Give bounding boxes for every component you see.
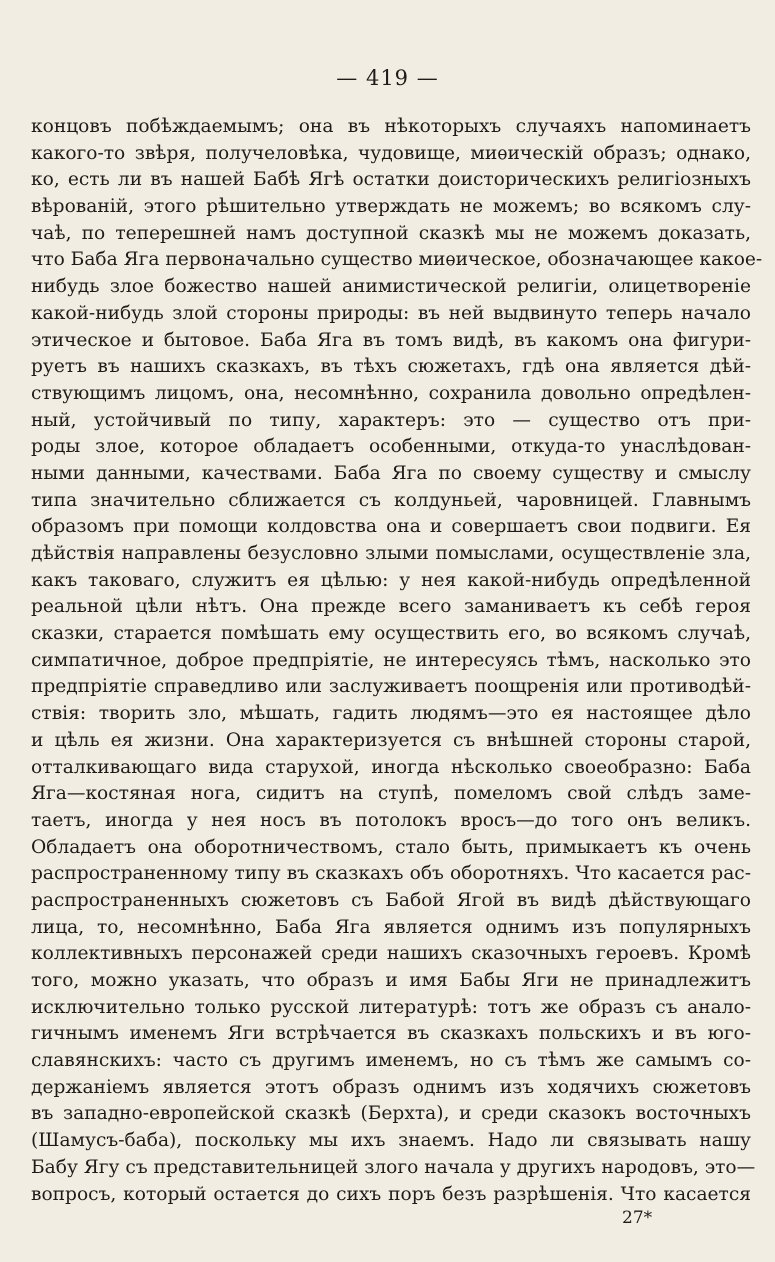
text-line: Бабу Ягу съ представительницей злого начала у другихъ народовъ, это— bbox=[31, 1156, 756, 1178]
text-line: предпріятіе справедливо или заслуживаетъ поощренія или противодѣй- bbox=[31, 676, 751, 698]
text-line: въ западно-европейской сказкѣ (Берхта), и среди сказокъ восточныхъ bbox=[31, 1103, 751, 1125]
text-line: (Шамусъ-баба), поскольку мы ихъ знаемъ. Надо ли связывать нашу bbox=[31, 1130, 751, 1152]
text-line: славянскихъ: часто съ другимъ именемъ, но съ тѣмъ же самымъ со- bbox=[31, 1050, 751, 1072]
text-line: дѣйствія направлены безусловно злыми помыслами, осуществленіе зла, bbox=[31, 543, 751, 564]
text-line: сказки, старается помѣшать ему осуществить его, во всякомъ случаѣ, bbox=[31, 623, 751, 645]
text-line: вопросъ, который остается до сихъ поръ безъ разрѣшенія. Что касается bbox=[31, 1183, 751, 1205]
text-line: ствующимъ лицомъ, она, несомнѣнно, сохранила довольно опредѣлен- bbox=[31, 382, 751, 404]
text-line: отталкивающаго вида старухой, иногда нѣсколько своеобразно: Баба bbox=[31, 756, 751, 778]
text-line: реальной цѣли нѣтъ. Она прежде всего заманиваетъ къ себѣ героя bbox=[31, 596, 751, 618]
text-line: вѣрованій, этого рѣшительно утверждать не можемъ; во всякомъ слу- bbox=[31, 196, 751, 218]
text-line: и цѣль ея жизни. Она характеризуется съ внѣшней стороны старой, bbox=[31, 729, 751, 751]
text-line: ствія: творить зло, мѣшать, гадить людямъ—это ея настоящее дѣло bbox=[31, 703, 751, 725]
text-line: держаніемъ является этотъ образъ однимъ изъ ходячихъ сюжетовъ bbox=[31, 1076, 751, 1098]
text-line: распространенныхъ сюжетовъ съ Бабой Ягой въ видѣ дѣйствующаго bbox=[31, 889, 751, 911]
text-line: чаѣ, по теперешней намъ доступной сказкѣ мы не можемъ доказать, bbox=[31, 222, 751, 244]
text-line: роды злое, которое обладаетъ особенными, откуда-то унаслѣдован- bbox=[31, 436, 751, 458]
text-line: какъ таковаго, служитъ ея цѣлью: у нея какой-нибудь опредѣленной bbox=[31, 569, 751, 591]
text-line: нибудь злое божество нашей анимистической религіи, олицетвореніе bbox=[31, 276, 751, 298]
page-number: — 419 — bbox=[336, 66, 439, 90]
text-line: гичнымъ именемъ Яги встрѣчается въ сказкахъ польскихъ и въ юго- bbox=[31, 1023, 751, 1045]
text-line: таетъ, иногда у нея носъ въ потолокъ вросъ—до того онъ великъ. bbox=[31, 809, 751, 831]
text-line: что Баба Яга первоначально существо миѳическое, обозначающее какое- bbox=[31, 249, 763, 271]
signature-mark: 27* bbox=[622, 1208, 653, 1228]
text-line: распространенному типу въ сказкахъ объ оборотняхъ. Что касается рас- bbox=[31, 863, 751, 885]
text-line: этическое и бытовое. Баба Яга въ томъ видѣ, въ какомъ она фигури- bbox=[31, 329, 751, 351]
text-line: руетъ въ нашихъ сказкахъ, въ тѣхъ сюжетахъ, гдѣ она является дѣй- bbox=[31, 356, 751, 378]
text-line: Яга—костяная нога, сидитъ на ступѣ, помеломъ свой слѣдъ заме- bbox=[31, 783, 751, 805]
text-line: образомъ при помощи колдовства она и совершаетъ свои подвиги. Ея bbox=[31, 516, 751, 538]
text-line: лица, то, несомнѣнно, Баба Яга является однимъ изъ популярныхъ bbox=[31, 916, 751, 938]
text-line: концовъ побѣждаемымъ; она въ нѣкоторыхъ случаяхъ напоминаетъ bbox=[31, 116, 751, 137]
text-line: ный, устойчивый по типу, характеръ: это — существо отъ при- bbox=[31, 409, 751, 431]
text-line: исключительно только русской литературѣ: тотъ же образъ съ анало- bbox=[31, 996, 751, 1018]
text-line: типа значительно сближается съ колдуньей, чаровницей. Главнымъ bbox=[31, 489, 751, 511]
text-line: ко, есть ли въ нашей Бабѣ Ягѣ остатки доисторическихъ религіозныхъ bbox=[31, 169, 751, 191]
text-line: того, можно указать, что образъ и имя Бабы Яги не принадлежитъ bbox=[31, 970, 751, 991]
text-line: какой-нибудь злой стороны природы: въ ней выдвинуто теперь начало bbox=[31, 302, 751, 324]
body-text bbox=[31, 114, 763, 1208]
text-line: симпатичное, доброе предпріятіе, не интересуясь тѣмъ, насколько это bbox=[31, 649, 751, 671]
text-line: Обладаетъ она оборотничествомъ, стало быть, примыкаетъ къ очень bbox=[31, 836, 751, 858]
text-line: коллективныхъ персонажей среди нашихъ сказочныхъ героевъ. Кромѣ bbox=[31, 943, 751, 965]
text-line: ными данными, качествами. Баба Яга по своему существу и смыслу bbox=[31, 462, 751, 484]
text-line: какого-то звѣря, получеловѣка, чудовище, миѳическій образъ; однако, bbox=[31, 142, 751, 164]
